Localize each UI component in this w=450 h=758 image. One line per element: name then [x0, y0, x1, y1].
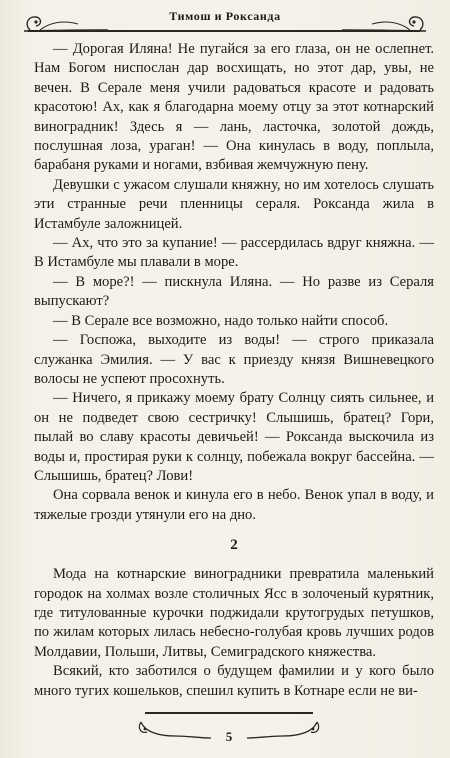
- paragraph: — Ничего, я прикажу моему брату Солнцу сиять сильнее, и он не подведет свою сестричку! Слышишь, братец? Гори, пылай во славу красоты девичьей! — Роксанда выскочила из воды и, простирая руки к солнцу, побежала вокруг бассейна. — Слышишь, братец? Лови!: [34, 390, 434, 484]
- page-number: 5: [225, 729, 233, 744]
- paragraph: Всякий, кто заботился о будущем фамилии и у кого было много тугих кошельков, спешил купить в Котнаре если не ви-: [34, 663, 434, 699]
- page-footer: [135, 712, 323, 752]
- header-rule: [28, 30, 420, 32]
- paragraph: Мода на котнарские виноградники превратила маленький городок на холмах возле столичных Ясс в золоченый курятник, где титулованные курочки поджидали крутогрудых петушков, по жилам которых лилась небесно-голубая кровь лучших родов Молдавии, Польши, Литвы, Семиградского княжества.: [34, 566, 434, 660]
- running-header-title: Тимош и Роксанда: [169, 9, 281, 23]
- paragraph: Она сорвала венок и кинула его в небо. Венок упал в воду, и тяжелые грозди утянули его на дно.: [34, 487, 434, 523]
- paragraph: — Госпожа, выходите из воды! — строго приказала служанка Эмилия. — У вас к приезду князя Вишневецкого волосы не успеют просохнуть.: [34, 332, 434, 387]
- paragraph: — В море?! — пискнула Иляна. — Но разве из Сераля выпускают?: [34, 273, 434, 310]
- running-header: [20, 4, 430, 30]
- footer-right-flourish-ornament: [241, 718, 323, 748]
- paragraph: — В Серале все возможно, надо только найти способ.: [53, 312, 389, 329]
- chapter-number: 2: [230, 537, 238, 554]
- footer-rule: [145, 712, 313, 714]
- paragraph: — Ах, что это за купание! — рассердилась вдруг княжна. — В Истамбуле мы плавали в море.: [34, 235, 434, 271]
- body-text: [34, 40, 434, 701]
- paragraph: Девушки с ужасом слушали княжну, но им хотелось слушать эти странные речи пленницы сераля. Роксанда жила в Истамбуле заложницей.: [34, 176, 434, 232]
- paragraph: — Дорогая Иляна! Не пугайся за его глаза, он не ослепнет. Нам Богом ниспослан дар восхищать, но этот дар, увы, не вечен. В Серале меня учили радоваться красоте и радовать красотою! Ах, как я благодарна моему отцу за этот котнарский виноградник! Здесь я — лань, ласточка, золотой дождь, послушная лоза, ураган! — Она кинулась в воду, поплыла, барабаня руками и ногами, взбивая жемчужную пену.: [34, 41, 434, 174]
